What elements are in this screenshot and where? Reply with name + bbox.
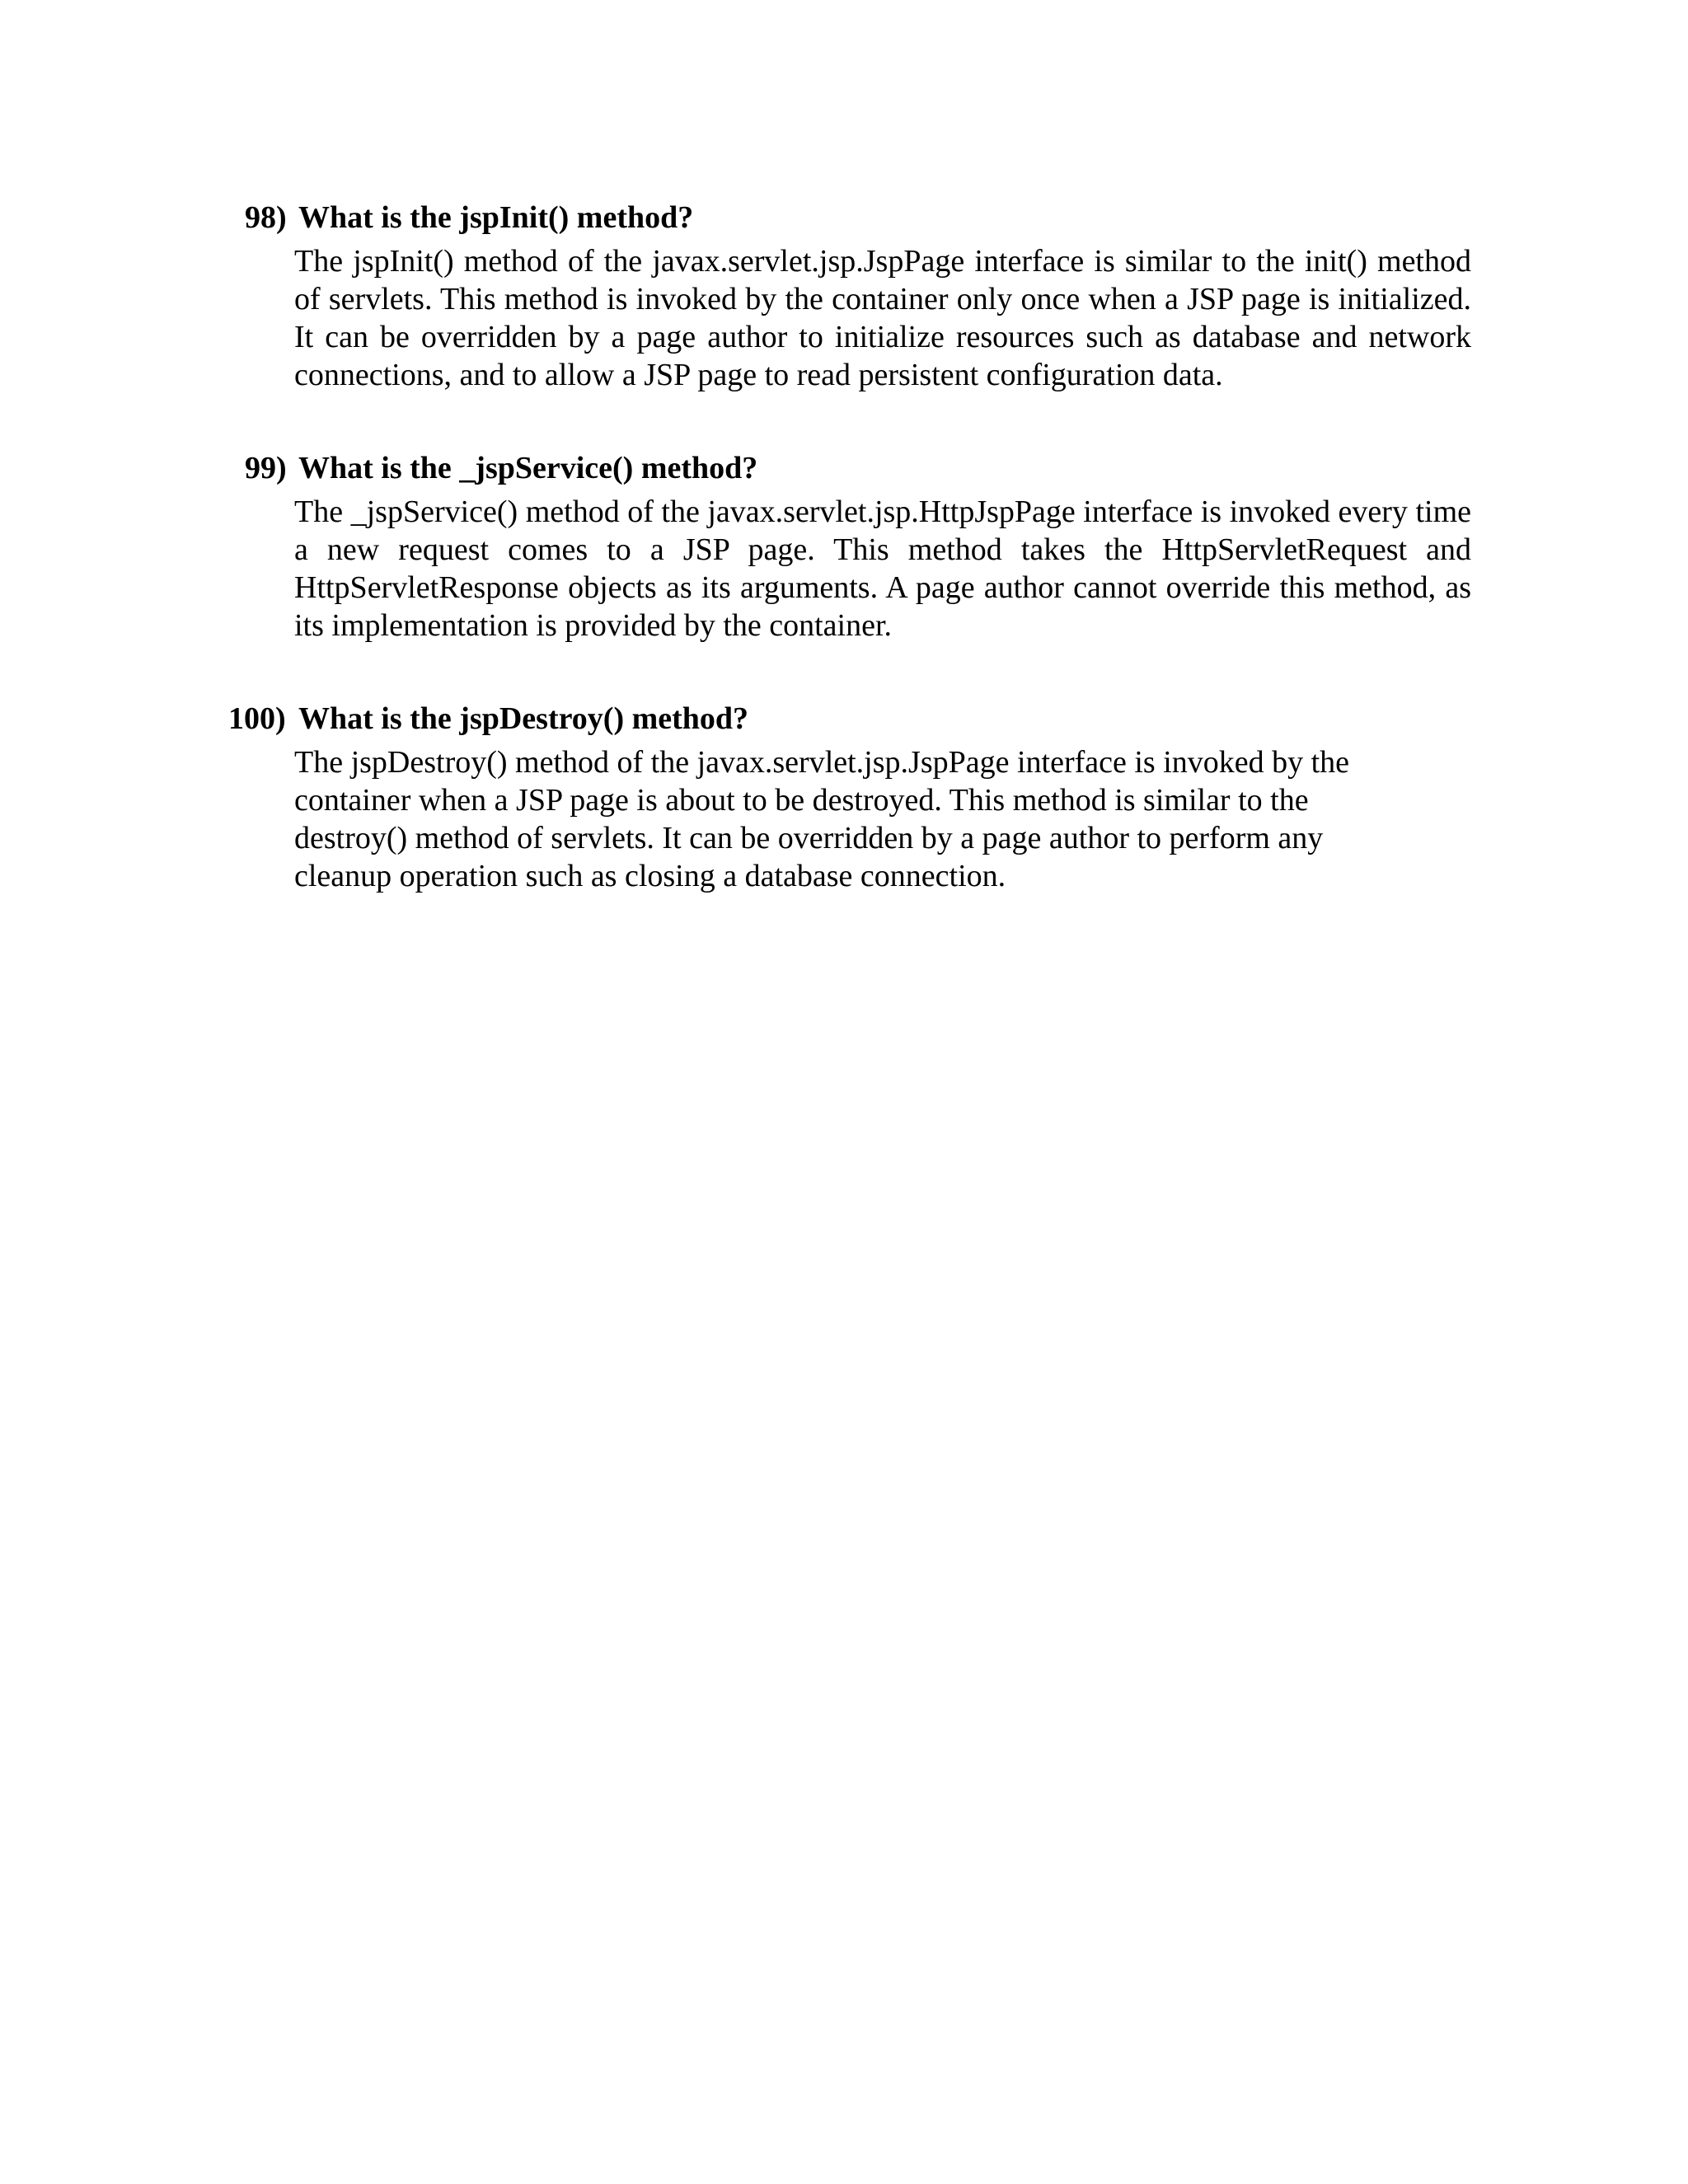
question-number: 100) xyxy=(228,701,286,736)
answer-paragraph: The jspInit() method of the javax.servlet.jsp.JspPage interface is similar to the init() method of servlets. This method is invoked by the container only once when a JSP page is initialized. It can be overridden by a page author to initialize resources such as database and network connections, and to allow a JSP page to read persistent configuration data. xyxy=(294,244,1471,392)
question-text: What is the jspDestroy() method? xyxy=(298,701,749,736)
answer-paragraph: The _jspService() method of the javax.servlet.jsp.HttpJspPage interface is invoked every time a new request comes to a JSP page. This method takes the HttpServletRequest and HttpServletResponse objects as its arguments. A page author cannot override this method, as its implementation is provided by the container. xyxy=(294,494,1471,643)
question-text: What is the _jspService() method? xyxy=(298,451,758,485)
question-text: What is the jspInit() method? xyxy=(298,200,694,235)
answer-paragraph: The jspDestroy() method of the javax.servlet.jsp.JspPage interface is invoked by the container when a JSP page is about to be destroyed. This method is similar to the destroy() method of servlets. It can be overridden by a page author to perform any cleanup operation such as closing a database connection. xyxy=(294,745,1350,893)
question-number: 98) xyxy=(245,200,287,235)
question-number: 99) xyxy=(245,451,287,485)
